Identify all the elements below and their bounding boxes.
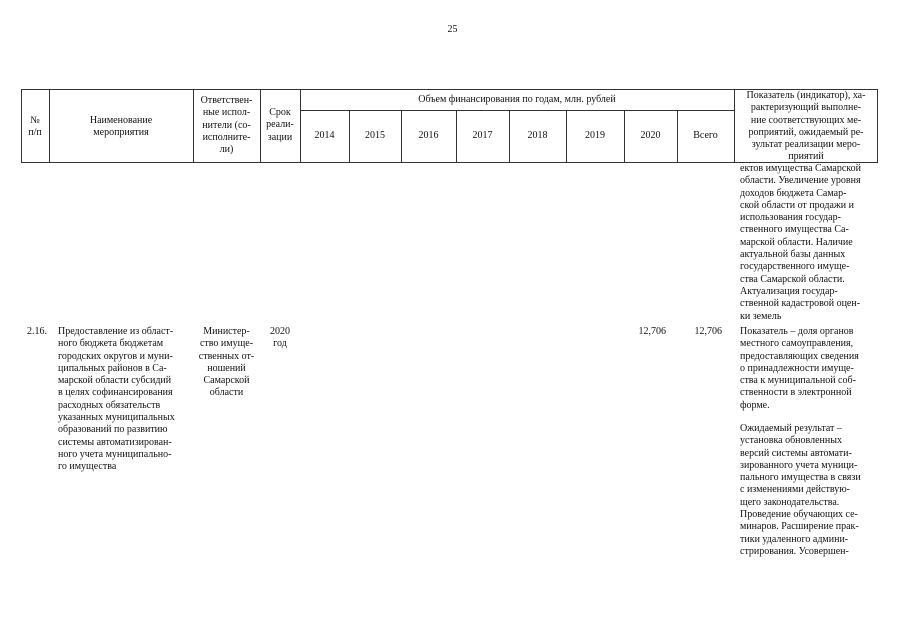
header-num: № п/п [28,115,42,139]
header-year-2016: 2016 [418,130,439,141]
row-value-total: 12,706 [694,326,722,337]
row-value-2020: 12,706 [638,326,666,337]
table-right-border [877,89,878,162]
row-responsible: Министер- ство имуще- ственных от- ношений Самарской области [198,326,255,399]
header-name: Наименование мероприятия [89,115,153,139]
row-number: 2.16. [27,326,47,337]
header-term: Срок реали- зации [266,107,294,143]
row-term: 2020 год [270,326,290,350]
header-indicator: Показатель (индикатор), ха- рактеризующий выполне- ние соответствующих ме- роприятий, ожидаемый ре- зультат реализации меро- приятий [746,90,866,163]
row-expected-result: Ожидаемый результат – установка обновленных версий системы автомати- зированного учета муници- пального имущества в связи с изменениями действую- щего законодательства. Проведение обучающих се- минаров. Расширение прак- тики удаленного админи- стрирования. Усовершен- [740,423,861,557]
header-year-2020: 2020 [640,130,661,141]
header-year-2014: 2014 [314,130,335,141]
header-total: Всего [693,130,718,141]
header-year-2019: 2019 [585,130,605,141]
continued-indicator-text: ектов имущества Самарской области. Увеличение уровня доходов бюджета Самар- ской области от продажи и использования государ- ственного имущества Са- марской области. Наличие актуальной базы данных государственного имуще- ства Самарской области. Актуализация государ- ственной кадастровой оцен- ки земель [740,163,861,322]
row-name: Предоставление из област- ного бюджета бюджетам городских округов и муни- ципальных районов в Са- марской области субсидий в целях софинансирования расходных обязательств указанных муниципальных образований по развитию системы автоматизирован- ного учета муниципально- го имущества [58,326,175,473]
years-divider-line [300,110,734,111]
page-number: 25 [447,24,458,35]
header-year-2018: 2018 [527,130,548,141]
header-responsible: Ответствен- ные испол- нители (со- исполните- ли) [200,95,253,156]
row-indicator: Показатель – доля органов местного самоуправления, предоставляющих сведения о принадлежности имуще- ства к муниципальной соб- ственности в электронной форме. [740,326,859,411]
header-year-2017: 2017 [472,130,493,141]
header-year-2015: 2015 [365,130,385,141]
header-financing: Объем финансирования по годам, млн. рублей [418,94,616,105]
